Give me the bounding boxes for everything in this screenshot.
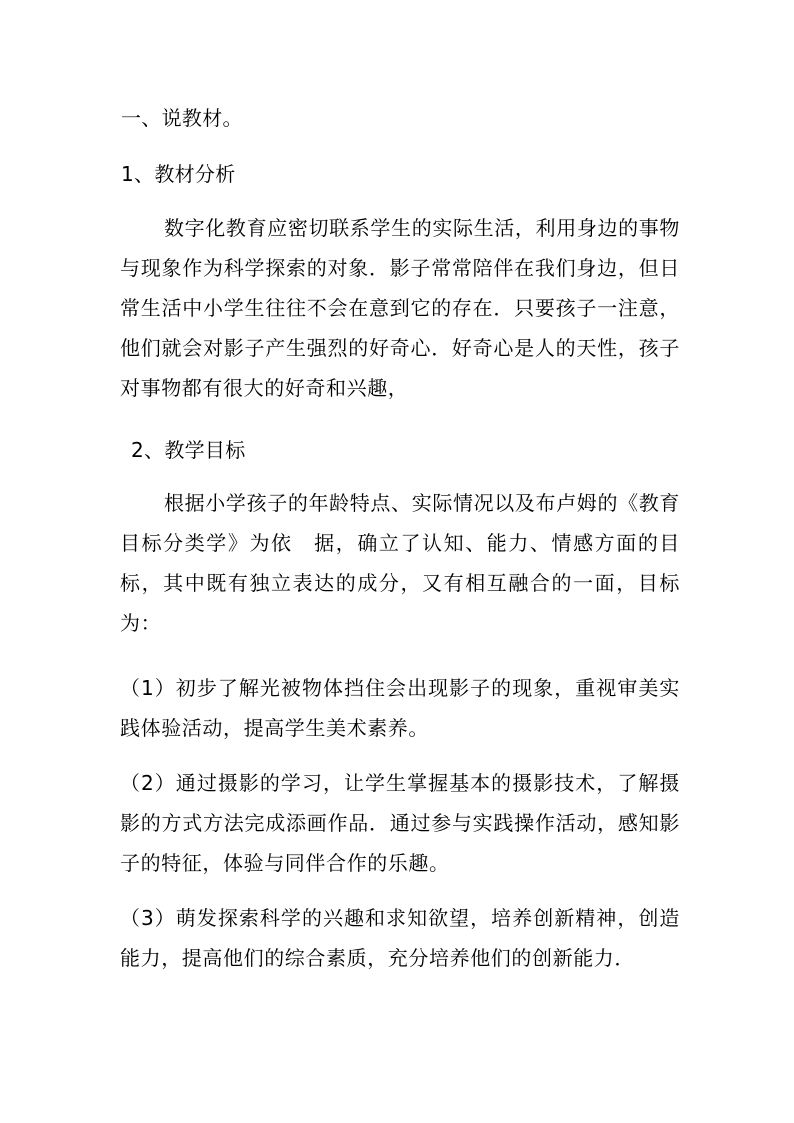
paragraph-textbook-analysis: 数字化教育应密切联系学生的实际生活，利用身边的事物与现象作为科学探索的对象．影子常常陪伴在我们身边，但日常生活中小学生往往不会在意到它的存在．只要孩子一注意，他们就会对影子产生强烈的好奇心．好奇心是人的天性，孩子对事物都有很大的好奇和兴趣， bbox=[120, 216, 680, 400]
section-title-teaching-goals: 2、教学目标 bbox=[131, 438, 246, 462]
goal-item-3: （3）萌发探索科学的兴趣和求知欲望，培养创新精神，创造能力，提高他们的综合素质，充分培养他们的创新能力． bbox=[120, 906, 680, 970]
section-title-textbook-analysis: 1、教材分析 bbox=[121, 162, 236, 186]
heading-say-textbook: 一、说教材。 bbox=[121, 106, 243, 130]
goal-item-2: （2）通过摄影的学习，让学生掌握基本的摄影技术，了解摄影的方式方法完成添画作品．通过参与实践操作活动，感知影子的特征，体验与同伴合作的乐趣。 bbox=[120, 771, 680, 875]
goal-item-1: （1）初步了解光被物体挡住会出现影子的现象，重视审美实践体验活动，提高学生美术素养。 bbox=[120, 676, 680, 740]
paragraph-teaching-goals: 根据小学孩子的年龄特点、实际情况以及布卢姆的《教育目标分类学》为依 据，确立了认知、能力、情感方面的目标，其中既有独立表达的成分，又有相互融合的一面，目标为： bbox=[120, 491, 680, 635]
